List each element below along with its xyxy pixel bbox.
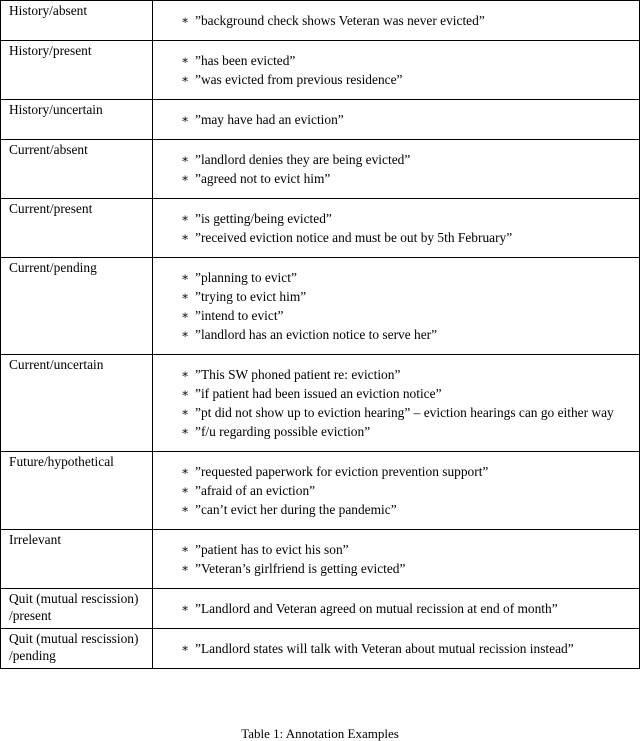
examples-list <box>153 140 639 198</box>
example-text: ”has been evicted” <box>195 53 296 68</box>
example-item <box>181 365 639 384</box>
asterisk-bullet-icon: ∗ <box>181 270 190 284</box>
examples-cell <box>153 629 640 669</box>
category-cell: Current/absent <box>1 140 153 199</box>
example-text: ”Landlord and Veteran agreed on mutual recission at end of month” <box>195 601 558 616</box>
example-text: ”was evicted from previous residence” <box>195 72 403 87</box>
examples-cell <box>153 355 640 452</box>
category-cell: Current/present <box>1 199 153 258</box>
example-text: ”afraid of an eviction” <box>195 483 316 498</box>
example-item <box>181 150 639 169</box>
example-text: ”planning to evict” <box>195 270 297 285</box>
examples-cell <box>153 452 640 530</box>
example-item <box>181 559 639 578</box>
asterisk-bullet-icon: ∗ <box>181 367 190 381</box>
example-text: ”received eviction notice and must be out by 5th February” <box>195 230 513 245</box>
example-text: ”background check shows Veteran was never evicted” <box>195 13 485 28</box>
example-item <box>181 384 639 403</box>
asterisk-bullet-icon: ∗ <box>181 483 190 497</box>
table-row <box>1 199 640 258</box>
examples-cell <box>153 589 640 629</box>
asterisk-bullet-icon: ∗ <box>181 112 190 126</box>
example-item <box>181 462 639 481</box>
examples-cell <box>153 1 640 41</box>
example-text: ”if patient had been issued an eviction notice” <box>195 386 442 401</box>
example-text: ”agreed not to evict him” <box>195 171 331 186</box>
example-text: ”can’t evict her during the pandemic” <box>195 502 397 517</box>
example-item <box>181 481 639 500</box>
examples-list <box>153 530 639 588</box>
asterisk-bullet-icon: ∗ <box>181 211 190 225</box>
example-text: ”pt did not show up to eviction hearing” – eviction hearings can go either way <box>195 405 614 420</box>
examples-cell <box>153 258 640 355</box>
examples-list <box>153 1 639 40</box>
example-item <box>181 325 639 344</box>
category-cell: Current/uncertain <box>1 355 153 452</box>
example-item <box>181 11 639 30</box>
example-item <box>181 51 639 70</box>
example-text: ”This SW phoned patient re: eviction” <box>195 367 401 382</box>
asterisk-bullet-icon: ∗ <box>181 152 190 166</box>
category-cell: Quit (mutual rescission) /pending <box>1 629 153 669</box>
examples-list <box>153 100 639 139</box>
examples-cell <box>153 100 640 140</box>
asterisk-bullet-icon: ∗ <box>181 542 190 556</box>
table-row <box>1 452 640 530</box>
examples-list <box>153 258 639 354</box>
table-row <box>1 140 640 199</box>
example-item <box>181 228 639 247</box>
example-text: ”trying to evict him” <box>195 289 307 304</box>
asterisk-bullet-icon: ∗ <box>181 405 190 419</box>
examples-list <box>153 589 639 628</box>
example-text: ”landlord has an eviction notice to serve her” <box>195 327 438 342</box>
example-item <box>181 209 639 228</box>
examples-cell <box>153 199 640 258</box>
example-item <box>181 70 639 89</box>
asterisk-bullet-icon: ∗ <box>181 13 190 27</box>
category-cell: Quit (mutual rescission) /present <box>1 589 153 629</box>
example-text: ”landlord denies they are being evicted” <box>195 152 411 167</box>
asterisk-bullet-icon: ∗ <box>181 308 190 322</box>
table-row <box>1 258 640 355</box>
category-cell: History/absent <box>1 1 153 41</box>
example-item <box>181 500 639 519</box>
example-item <box>181 540 639 559</box>
asterisk-bullet-icon: ∗ <box>181 289 190 303</box>
asterisk-bullet-icon: ∗ <box>181 171 190 185</box>
category-cell: Irrelevant <box>1 530 153 589</box>
example-item <box>181 599 639 618</box>
asterisk-bullet-icon: ∗ <box>181 424 190 438</box>
table-row <box>1 530 640 589</box>
table-row <box>1 41 640 100</box>
example-item <box>181 268 639 287</box>
asterisk-bullet-icon: ∗ <box>181 464 190 478</box>
table-row <box>1 100 640 140</box>
example-text: ”Veteran’s girlfriend is getting evicted” <box>195 561 406 576</box>
category-cell: Future/hypothetical <box>1 452 153 530</box>
examples-list <box>153 41 639 99</box>
asterisk-bullet-icon: ∗ <box>181 327 190 341</box>
asterisk-bullet-icon: ∗ <box>181 502 190 516</box>
table-body <box>1 1 640 669</box>
category-cell: Current/pending <box>1 258 153 355</box>
example-text: ”f/u regarding possible eviction” <box>195 424 371 439</box>
example-item <box>181 422 639 441</box>
table-row <box>1 589 640 629</box>
table-row <box>1 629 640 669</box>
asterisk-bullet-icon: ∗ <box>181 386 190 400</box>
category-cell: History/uncertain <box>1 100 153 140</box>
table-row <box>1 1 640 41</box>
example-item <box>181 639 639 658</box>
asterisk-bullet-icon: ∗ <box>181 72 190 86</box>
asterisk-bullet-icon: ∗ <box>181 230 190 244</box>
example-text: ”Landlord states will talk with Veteran about mutual recission instead” <box>195 641 574 656</box>
asterisk-bullet-icon: ∗ <box>181 561 190 575</box>
examples-list <box>153 199 639 257</box>
example-item <box>181 287 639 306</box>
examples-list <box>153 355 639 451</box>
asterisk-bullet-icon: ∗ <box>181 53 190 67</box>
examples-list <box>153 629 639 668</box>
examples-list <box>153 452 639 529</box>
asterisk-bullet-icon: ∗ <box>181 601 190 615</box>
table-caption: Table 1: Annotation Examples <box>241 726 399 741</box>
example-text: ”requested paperwork for eviction prevention support” <box>195 464 489 479</box>
example-text: ”is getting/being evicted” <box>195 211 332 226</box>
example-text: ”intend to evict” <box>195 308 284 323</box>
example-item <box>181 306 639 325</box>
example-text: ”may have had an eviction” <box>195 112 344 127</box>
example-text: ”patient has to evict his son” <box>195 542 349 557</box>
examples-cell <box>153 140 640 199</box>
example-item <box>181 110 639 129</box>
table-row <box>1 355 640 452</box>
asterisk-bullet-icon: ∗ <box>181 641 190 655</box>
example-item <box>181 403 639 422</box>
examples-cell <box>153 41 640 100</box>
category-cell: History/present <box>1 41 153 100</box>
example-item <box>181 169 639 188</box>
examples-cell <box>153 530 640 589</box>
